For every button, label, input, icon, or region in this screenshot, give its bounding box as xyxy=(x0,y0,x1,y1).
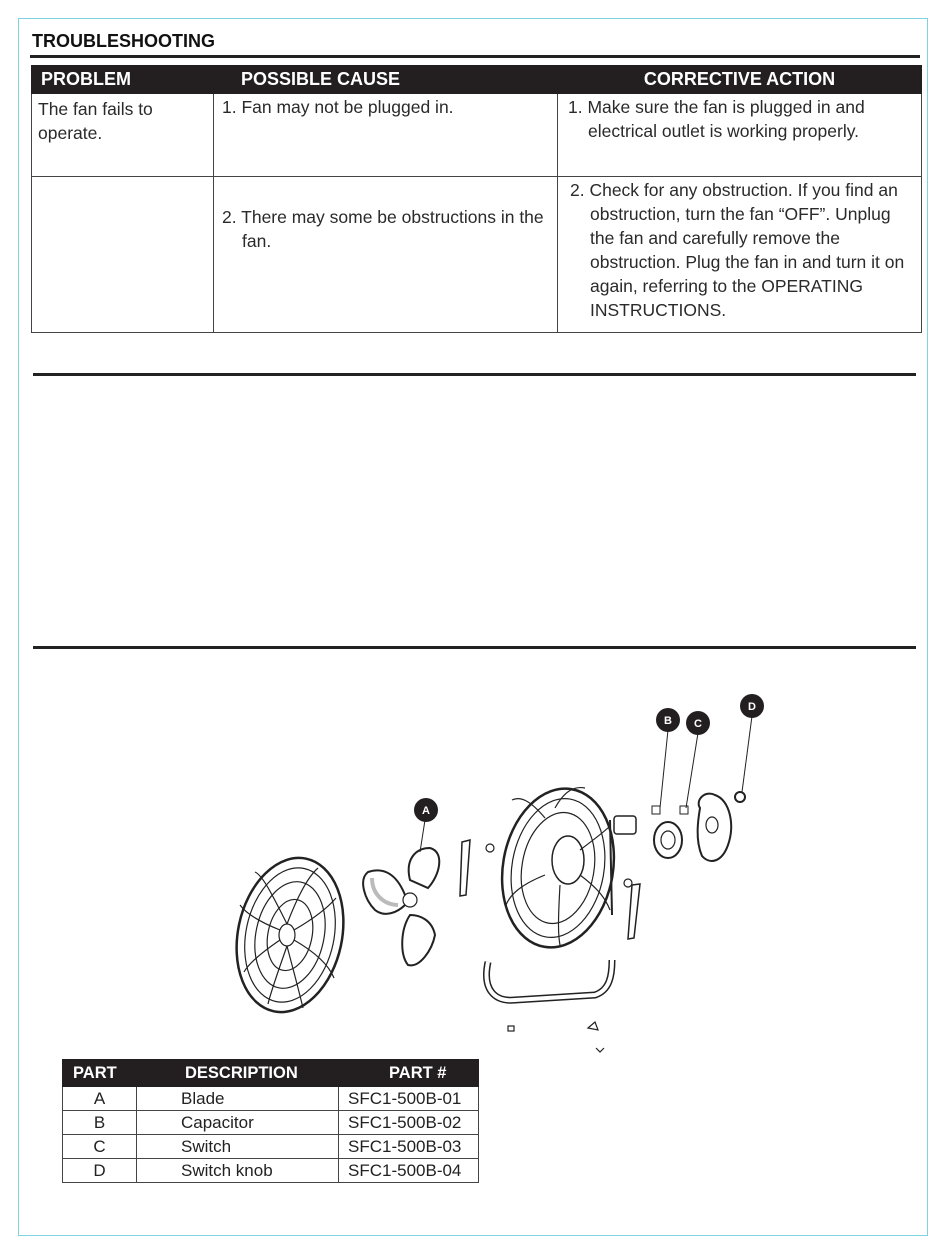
problem-text: The fan fails to operate. xyxy=(38,99,153,143)
table-row xyxy=(63,1111,479,1135)
troubleshooting-header-row xyxy=(32,66,922,94)
table-row xyxy=(32,177,922,333)
part-description: Capacitor xyxy=(137,1111,339,1135)
table-row xyxy=(63,1135,479,1159)
action-text: 1. Make sure the fan is plugged in and electrical outlet is working properly. xyxy=(568,97,865,141)
cause-cell xyxy=(214,177,558,333)
callout-c-icon xyxy=(686,711,710,735)
callout-label: D xyxy=(748,701,756,713)
header-part-number: PART # xyxy=(339,1060,479,1087)
header-problem: PROBLEM xyxy=(32,66,214,94)
part-number: SFC1-500B-04 xyxy=(339,1159,479,1183)
callout-label: B xyxy=(664,715,672,727)
parts-header-row xyxy=(63,1060,479,1087)
part-letter: D xyxy=(63,1159,137,1183)
base-icon xyxy=(487,960,612,1052)
action-cell xyxy=(558,177,922,333)
header-description: DESCRIPTION xyxy=(137,1060,339,1087)
part-number: SFC1-500B-01 xyxy=(339,1087,479,1111)
problem-cell xyxy=(32,94,214,177)
part-description: Switch xyxy=(137,1135,339,1159)
cause-text: 1. Fan may not be plugged in. xyxy=(222,97,454,117)
section-divider xyxy=(33,373,916,376)
header-part: PART xyxy=(63,1060,137,1087)
rear-grille-icon xyxy=(490,780,626,957)
callout-a-icon xyxy=(414,798,438,822)
part-letter: C xyxy=(63,1135,137,1159)
motor-icon xyxy=(614,792,745,861)
part-number: SFC1-500B-03 xyxy=(339,1135,479,1159)
callout-b-icon xyxy=(656,708,680,732)
problem-text xyxy=(32,177,213,180)
part-number: SFC1-500B-02 xyxy=(339,1111,479,1135)
section-divider xyxy=(33,646,916,649)
cause-cell xyxy=(214,94,558,177)
troubleshooting-table xyxy=(31,65,922,333)
header-possible-cause: POSSIBLE CAUSE xyxy=(214,66,558,94)
callout-label: A xyxy=(422,805,430,817)
part-description: Switch knob xyxy=(137,1159,339,1183)
callout-leaders xyxy=(420,716,752,852)
action-cell xyxy=(558,94,922,177)
parts-table xyxy=(62,1059,479,1183)
exploded-view-diagram xyxy=(0,660,950,1060)
cause-text: 2. There may some be obstructions in the fan. xyxy=(222,207,544,251)
table-row xyxy=(63,1159,479,1183)
action-text: 2. Check for any obstruction. If you find an obstruction, turn the fan “OFF”. Unplug the fan and carefully remove the obstruction. Plug the fan in and turn it on again, referring to the OPERATING INSTRUCTIONS. xyxy=(570,180,905,320)
table-row xyxy=(32,94,922,177)
problem-cell xyxy=(32,177,214,333)
blade-icon xyxy=(363,848,439,965)
front-grille-icon xyxy=(223,848,357,1022)
part-letter: B xyxy=(63,1111,137,1135)
callout-label: C xyxy=(694,718,702,730)
table-row xyxy=(63,1087,479,1111)
header-corrective-action: CORRECTIVE ACTION xyxy=(558,66,922,94)
part-letter: A xyxy=(63,1087,137,1111)
title-rule xyxy=(30,55,920,58)
section-title: TROUBLESHOOTING xyxy=(32,31,215,51)
part-description: Blade xyxy=(137,1087,339,1111)
callout-d-icon xyxy=(740,694,764,718)
